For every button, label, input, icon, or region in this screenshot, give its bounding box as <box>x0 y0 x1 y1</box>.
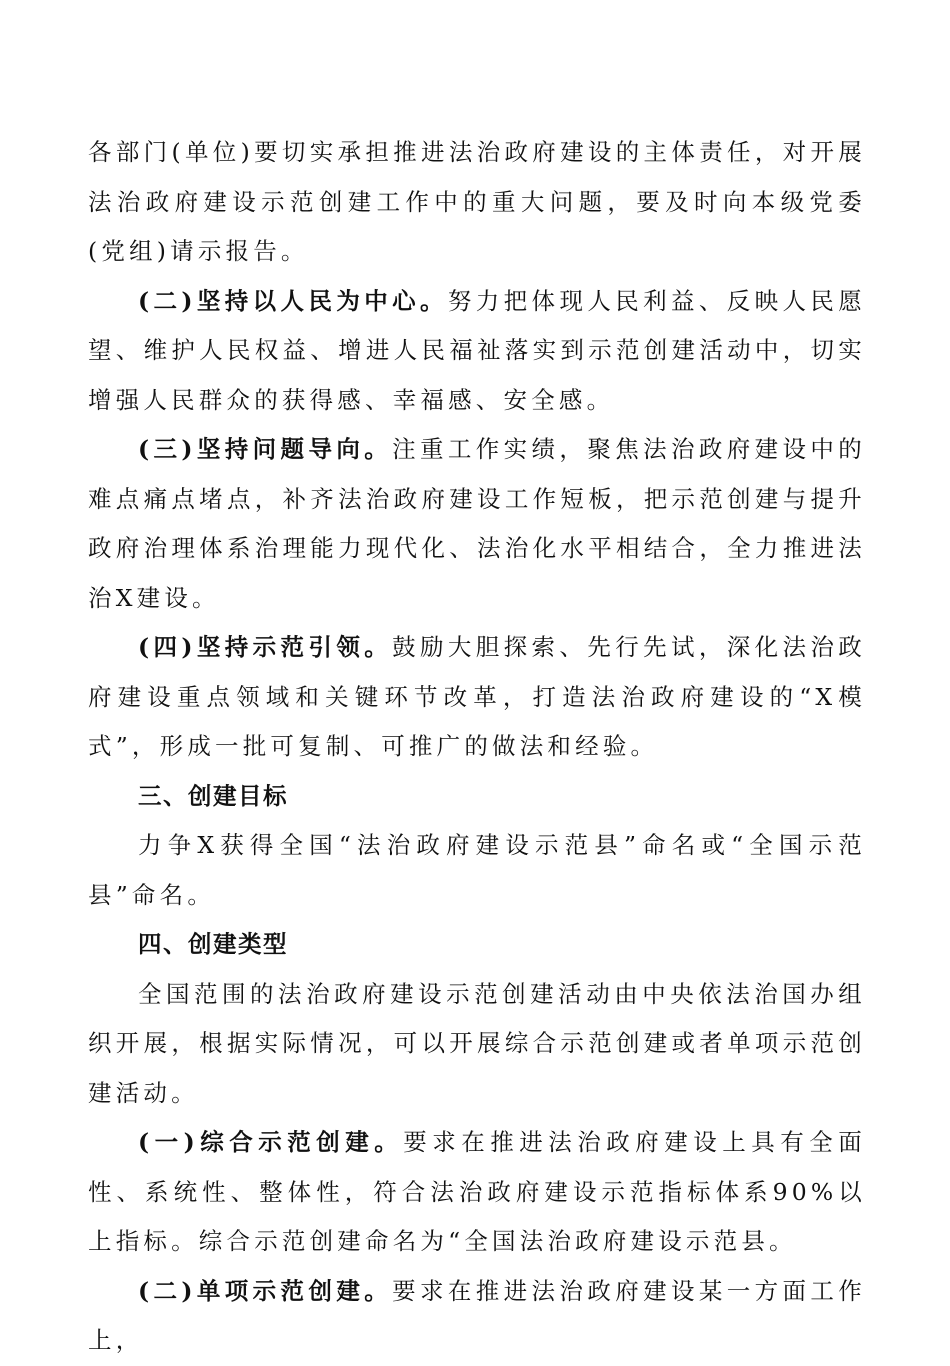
paragraph-body: 要求在推进法治政府建设某一方面工作上， <box>88 1276 866 1354</box>
paragraph-goal: 力争X获得全国“法治政府建设示范县”命名或“全国示范县”命名。 <box>88 831 866 909</box>
section-heading-types: 四、创建类型 <box>138 930 288 958</box>
section-heading-goals: 三、创建目标 <box>138 781 288 810</box>
paragraph-lead: (一)综合示范创建。 <box>138 1128 404 1156</box>
paragraph-single-item <box>88 1267 866 1366</box>
paragraph-lead: (二)坚持以人民为中心。 <box>138 286 448 315</box>
paragraph-body: 努力把体现人民利益、反映人民愿望、维护人民权益、增进人民福祉落实到示范创建活动中，切实增强人民群众的获得感、幸福感、安全感。 <box>88 286 867 414</box>
paragraph-lead: (三)坚持问题导向。 <box>138 435 393 463</box>
paragraph-problem-oriented <box>88 425 866 623</box>
paragraph-lead: (二)单项示范创建。 <box>138 1276 393 1305</box>
paragraph-responsibility: 各部门(单位)要切实承担推进法治政府建设的主体责任，对开展法治政府建设示范创建工作中的重大问题，要及时向本级党委(党组)请示报告。 <box>88 138 866 265</box>
paragraph-comprehensive <box>88 1118 866 1267</box>
document-page <box>88 128 866 1366</box>
paragraph-scope: 全国范围的法治政府建设示范创建活动由中央依法治国办组织开展，根据实际情况，可以开展综合示范创建或者单项示范创建活动。 <box>88 979 866 1107</box>
paragraph-lead: (四)坚持示范引领。 <box>138 633 393 661</box>
paragraph-body: 鼓励大胆探索、先行先试，深化法治政府建设重点领域和关键环节改革，打造法治政府建设的“X模式”，形成一批可复制、可推广的做法和经验。 <box>88 633 866 760</box>
paragraph-demonstration-lead <box>88 623 866 772</box>
paragraph-body: 要求在推进法治政府建设上具有全面性、系统性、整体性，符合法治政府建设示范指标体系90%以上指标。综合示范创建命名为“全国法治政府建设示范县。 <box>88 1128 866 1255</box>
paragraph-body: 注重工作实绩，聚焦法治政府建设中的难点痛点堵点，补齐法治政府建设工作短板，把示范创建与提升政府治理体系治理能力现代化、法治化水平相结合，全力推进法治X建设。 <box>88 435 866 612</box>
paragraph-people-centered <box>88 277 866 426</box>
